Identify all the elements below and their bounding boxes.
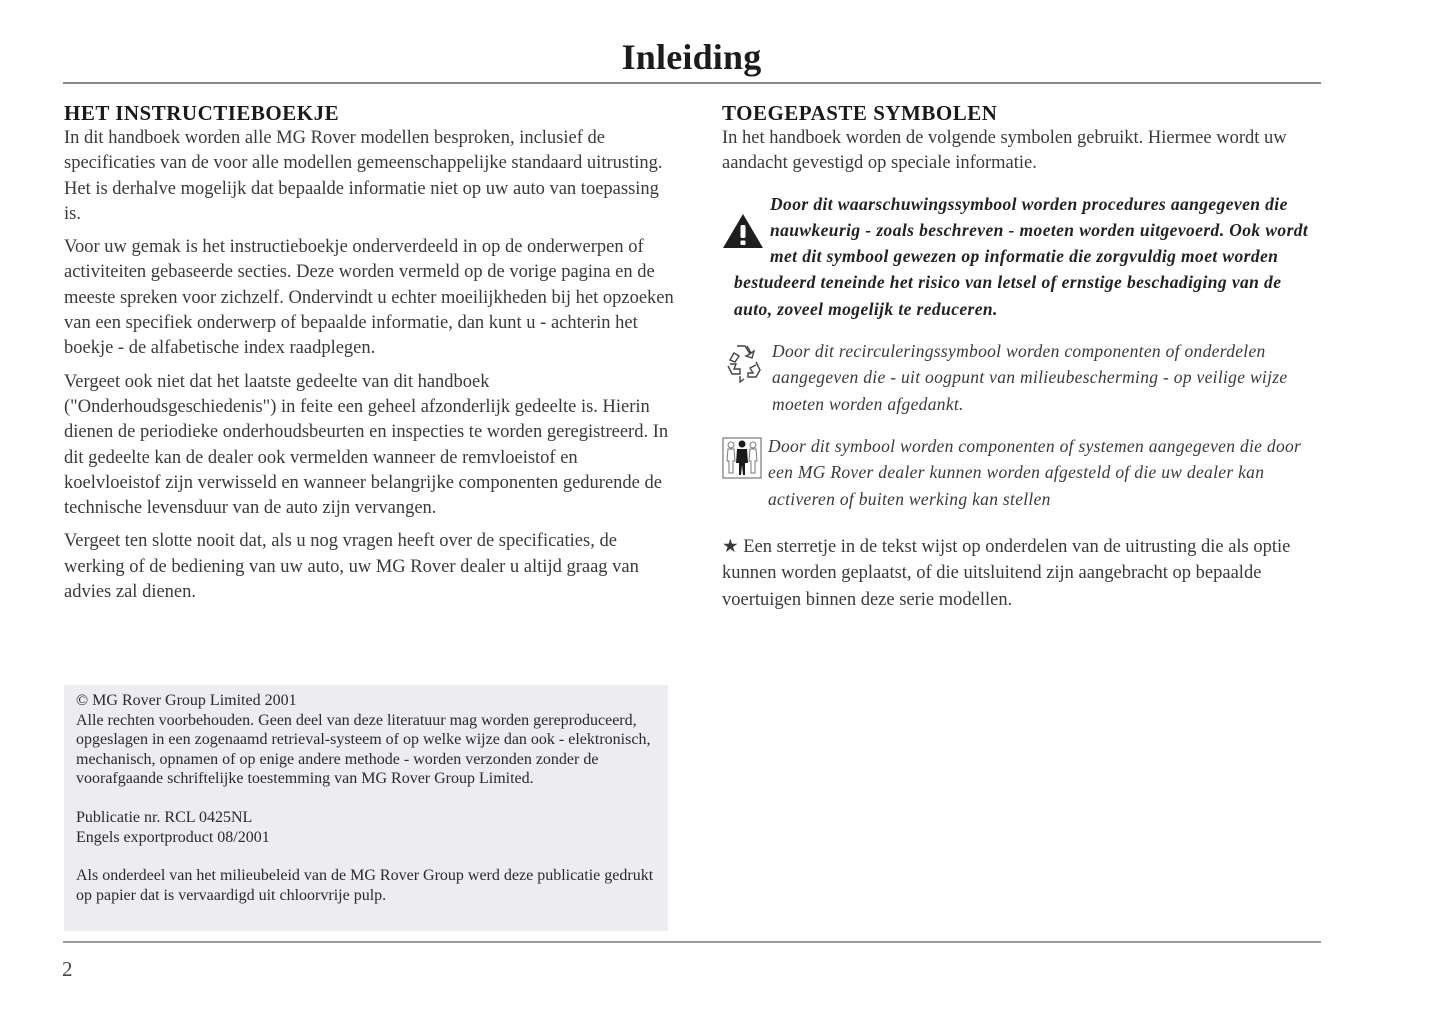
dealer-text: Door dit symbool worden componenten of systemen aangegeven die door een MG Rover dealer kunnen worden afgesteld of die uw dealer kan activeren of buiten werking kan stellen (768, 435, 1302, 509)
asterisk-note: ★ Een sterretje in de tekst wijst op onderdelen van de uitrusting die als optie kunnen worden geplaatst, of die uitsluitend zijn aangebracht op bepaalde voertuigen binnen deze serie modellen. (722, 536, 1291, 610)
footer-divider (63, 941, 1321, 943)
right-column (722, 100, 1322, 613)
recycle-text: Door dit recirculeringssymbool worden componenten of onderdelen aangegeven die - uit oogpunt van milieubescherming - op veilige wijze moeten worden afgedankt. (772, 341, 1288, 414)
rights-notice: Alle rechten voorbehouden. Geen deel van deze literatuur mag worden gereproduceerd, opgeslagen in een zogenaamd retrieval-systeem of op welke wijze dan ook - elektronisch, mechanisch, opnamen of op enige andere methode - worden verzonden zonder de voorafgaande schriftelijke toestemming van MG Rover Group Limited. (76, 711, 651, 788)
recycle-icon (722, 342, 766, 391)
section-heading-instructieboekje: HET INSTRUCTIEBOEKJE (64, 101, 340, 125)
recycle-note (722, 338, 1322, 417)
copyright-line: © MG Rover Group Limited 2001 (76, 692, 297, 709)
page-number: 2 (62, 957, 73, 981)
publication-number: Publicatie nr. RCL 0425NL (76, 808, 253, 826)
page-title: Inleiding (621, 37, 762, 77)
left-column (64, 100, 674, 613)
paragraph: Vergeet ten slotte nooit dat, als u nog vragen heeft over de specificaties, de werking of de bediening van uw auto, uw MG Rover dealer u altijd graag van advies zal dienen. (64, 531, 639, 603)
paragraph: In dit handboek worden alle MG Rover modellen besproken, inclusief de specificaties van de voor alle modellen gemeenschappelijke standaard uitrusting. Het is derhalve mogelijk dat bepaalde informatie niet op uw auto van toepassing is. (64, 128, 663, 224)
warning-note (722, 191, 1322, 322)
symbols-intro: In het handboek worden de volgende symbolen gebruikt. Hiermee wordt uw aandacht gevestigd op speciale informatie. (722, 128, 1287, 174)
dealer-people-icon (722, 437, 762, 486)
header-divider (63, 82, 1321, 84)
copyright-box (64, 685, 668, 931)
export-product: Engels exportproduct 08/2001 (76, 828, 270, 846)
paragraph: Vergeet ook niet dat het laatste gedeelte van dit handboek ("Onderhoudsgeschiedenis") in feite een geheel afzonderlijk gedeelte is. Hierin dienen de periodieke onderhoudsbeurten en inspecties te worden geregistreerd. In dit gedeelte kan de dealer ook vermelden wanneer de remvloeistof en koelvloeistof zijn verwisseld en wanneer belangrijke componenten gedurende de technische levensduur van de auto zijn vervangen. (64, 371, 669, 519)
paragraph: Voor uw gemak is het instructieboekje onderverdeeld in op de onderwerpen of activiteiten gebaseerde secties. Deze worden vermeld op de vorige pagina en de meeste spreken voor zichzelf. Ondervindt u echter moeilijkheden bij het opzoeken van een specifiek onderwerp of bepaalde informatie, dan kunt u - achterin het boekje - de alfabetische index raadplegen. (64, 237, 674, 359)
warning-triangle-icon (722, 213, 764, 256)
dealer-note (722, 433, 1322, 512)
section-heading-symbolen: TOEGEPASTE SYMBOLEN (722, 101, 998, 125)
environment-note: Als onderdeel van het milieubeleid van de MG Rover Group werd deze publicatie gedrukt op papier dat is vervaardigd uit chloorvrije pulp. (76, 867, 654, 904)
warning-text: Door dit waarschuwingssymbool worden procedures aangegeven die nauwkeurig - zoals beschreven - moeten worden uitgevoerd. Ook wordt met dit symbool gewezen op informatie die zorgvuldig moet worden bestudeerd teneinde het risico van letsel of ernstige beschadiging van de auto, zoveel mogelijk te reduceren. (734, 193, 1309, 319)
